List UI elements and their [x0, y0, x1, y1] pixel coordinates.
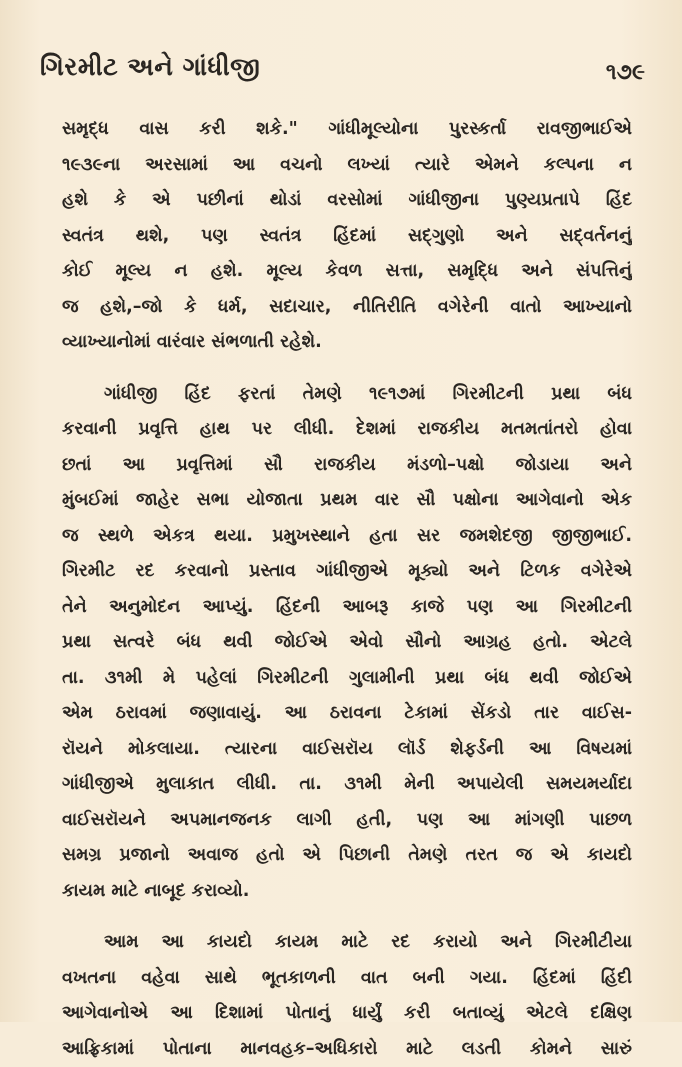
text-line: મુંબઈમાં જાહેર સભા યોજાતા પ્રથમ વાર સૌ પક્ષોના આગેવાનો એક [62, 483, 632, 519]
text-line: તા. ૩૧મી મે પહેલાં ગિરમીટની ગુલામીની પ્રથા બંધ થવી જોઈએ [62, 661, 632, 697]
paragraph-1 [62, 112, 632, 361]
text-line: કાયમ માટે નાબૂદ કરાવ્યો. [62, 874, 632, 910]
text-line: આગેવાનોએ આ દિશામાં પોતાનું ધાર્યું કરી બતાવ્યું એટલે દક્ષિણ [62, 996, 632, 1032]
text-line: આફ્રિકામાં પોતાના માનવહક–અધિકારો માટે લડતી કોમને સારું [62, 1032, 632, 1067]
text-line: એમ ઠરાવમાં જણાવાયું. આ ઠરાવના ટેકામાં સેંકડો તાર વાઈસ- [62, 696, 632, 732]
text-line: પ્રથા સત્વરે બંધ થવી જોઈએ એવો સૌનો આગ્રહ હતો. એટલે [62, 625, 632, 661]
text-line: કરવાની પ્રવૃત્તિ હાથ પર લીધી. દેશમાં રાજકીય મતમતાંતરો હોવા [62, 412, 632, 448]
text-line: સમગ્ર પ્રજાનો અવાજ હતો એ પિછાની તેમણે તરત જ એ કાયદો [62, 838, 632, 874]
running-title: ગિરમીટ અને ગાંધીજી [40, 52, 260, 82]
text-line: સમૃદ્ધ વાસ કરી શકે." ગાંધીમૂલ્યોના પુરસ્કર્તા રાવજીભાઈએ [62, 112, 632, 148]
text-line: વખતના વહેવા સાથે ભૂતકાળની વાત બની ગયા. હિંદમાં હિંદી [62, 961, 632, 997]
text-line: જ સ્થળે એકત્ર થયા. પ્રમુખસ્થાને હતા સર જમશેદજી જીજીભાઈ. [62, 519, 632, 555]
page-header [40, 52, 645, 92]
text-line: જ હશે,–જો કે ધર્મ, સદાચાર, નીતિરીતિ વગેરેની વાતો આખ્યાનો [62, 290, 632, 326]
text-line: વાઈસરૉયને અપમાનજનક લાગી હતી, પણ આ માંગણી પાછળ [62, 803, 632, 839]
text-line: તેને અનુમોદન આપ્યું. હિંદની આબરૂ કાજે પણ આ ગિરમીટની [62, 590, 632, 626]
text-line: વ્યાખ્યાનોમાં વારંવાર સંભળાતી રહેશે. [62, 325, 632, 361]
text-line: રૉયને મોકલાયા. ત્યારના વાઈસરૉય લૉર્ડ શેફર્ડની આ વિષયમાં [62, 732, 632, 768]
paragraph-gap [62, 909, 632, 925]
text-line: કોઈ મૂલ્ય ન હશે. મૂલ્ય કેવળ સત્તા, સમૃદ્ધિ અને સંપત્તિનું [62, 254, 632, 290]
text-line: ગાંધીજી હિંદ ફરતાં તેમણે ૧૯૧૭માં ગિરમીટની પ્રથા બંધ [62, 377, 632, 413]
text-line: હશે કે એ પછીનાં થોડાં વરસોમાં ગાંધીજીના પુણ્યપ્રતાપે હિંદ [62, 183, 632, 219]
text-line: ૧૯૩૯ના અરસામાં આ વચનો લખ્યાં ત્યારે એમને કલ્પના ન [62, 148, 632, 184]
paragraph-3 [62, 925, 632, 1067]
text-line: ગાંધીજીએ મુલાકાત લીધી. તા. ૩૧મી મેની અપાયેલી સમયમર્યાદા [62, 767, 632, 803]
body-text [62, 112, 632, 1067]
text-line: ગિરમીટ રદ કરવાનો પ્રસ્તાવ ગાંધીજીએ મૂક્યો અને ટિળક વગેરેએ [62, 554, 632, 590]
text-line: છતાં આ પ્રવૃત્તિમાં સૌ રાજકીય મંડળો–પક્ષો જોડાયા અને [62, 448, 632, 484]
text-line: સ્વતંત્ર થશે, પણ સ્વતંત્ર હિંદમાં સદ્‌ગુણો અને સદ્‌વર્તનનું [62, 219, 632, 255]
text-line: આમ આ કાયદો કાયમ માટે રદ કરાયો અને ગિરમીટીયા [62, 925, 632, 961]
page-number: ૧૭૯ [606, 60, 645, 85]
paragraph-gap [62, 361, 632, 377]
paragraph-2 [62, 377, 632, 910]
